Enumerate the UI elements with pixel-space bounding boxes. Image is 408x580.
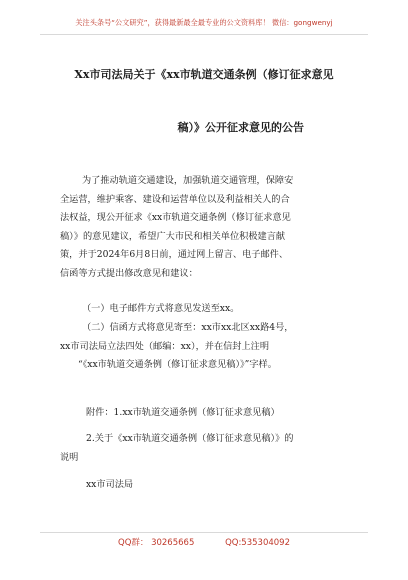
footer-qq-group: QQ群： 30265665: [118, 538, 195, 548]
intro-line: 全运营，维护乘客、建设和运营单位以及利益相关人的合: [60, 193, 290, 205]
document-title-line1: Xx市司法局关于《xx市轨道交通条例（修订征求意见: [74, 68, 334, 81]
footer-qq: QQ:535304092: [225, 538, 290, 548]
attachment-2: 2.关于《xx市轨道交通条例（修订征求意见稿）》的: [86, 433, 294, 444]
item-letter-line: “《xx市轨道交通条例（修订征求意见稿）》”字样。: [78, 359, 277, 370]
item-letter: [60, 319, 358, 375]
attachment-1: 附件：1.xx市轨道交通条例（修订征求意见稿）: [86, 407, 280, 418]
attachment-2-continued: 说明: [60, 452, 79, 463]
footer-bar: [40, 532, 368, 553]
intro-line: 稿）》的意见建议，希望广大市民和相关单位积极建言献: [60, 230, 286, 242]
intro-line: 法权益，现公开征求《xx市轨道交通条例（修订征求意见: [60, 212, 291, 223]
header-banner: 关注头条号“公文研究”，获得最新最全最专业的公文资料库！ 微信：gongwenyj: [40, 12, 368, 35]
item-email: （一）电子邮件方式将意见发送至xx。: [82, 303, 240, 314]
intro-line: 为了推动轨道交通建设，加强轨道交通管理，保障安: [82, 175, 294, 186]
intro-line: 信函等方式提出修改意见和建议：: [60, 267, 198, 279]
intro-paragraph: [60, 172, 358, 283]
signature: xx市司法局: [86, 479, 134, 490]
intro-line: 策，并于2024年6月8日前，通过网上留言、电子邮件、: [60, 249, 289, 260]
item-letter-line: xx市司法局立法四处（邮编：xx），并在信封上注明: [60, 340, 270, 352]
document-title-line2: 稿）》公开征求意见的公告: [177, 121, 304, 134]
item-letter-line: （二）信函方式将意见寄至：xx市xx北区xx路4号，: [82, 322, 294, 333]
